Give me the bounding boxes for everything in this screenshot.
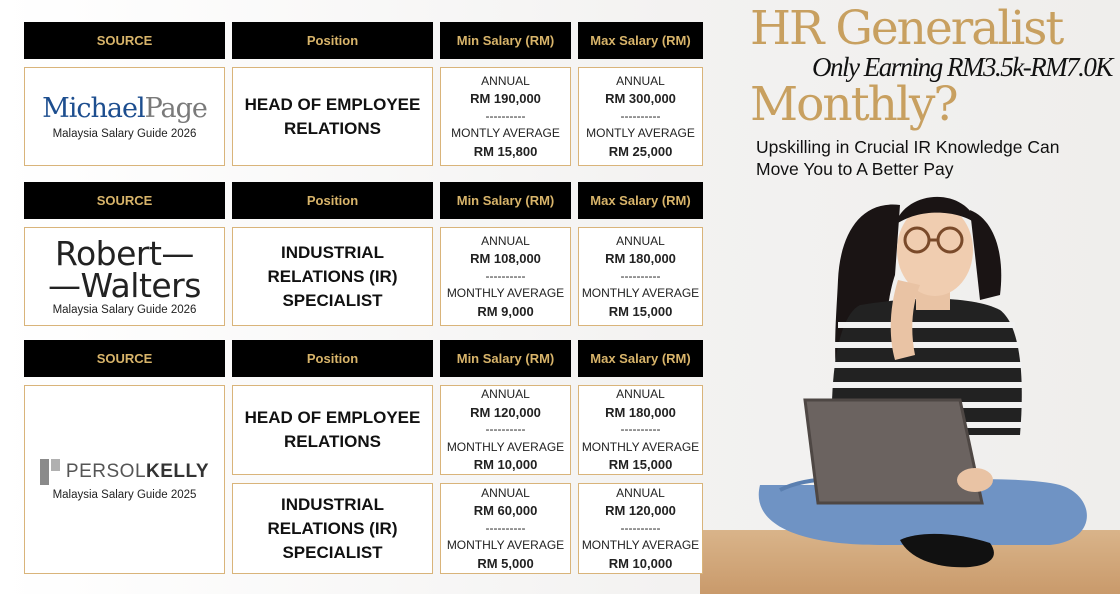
max-salary-cell: ANNUAL RM 180,000 ---------- MONTHLY AVERAGE RM 15,000 — [578, 227, 703, 326]
max-salary-cell: ANNUAL RM 120,000 ---------- MONTHLY AVERAGE RM 10,000 — [578, 483, 703, 574]
header-position: Position — [232, 22, 433, 59]
header-position: Position — [232, 182, 433, 219]
min-salary-cell: ANNUAL RM 108,000 ---------- MONTHLY AVERAGE RM 9,000 — [440, 227, 571, 326]
max-salary-cell: ANNUAL RM 180,000 ---------- MONTHLY AVERAGE RM 15,000 — [578, 385, 703, 475]
headline-monthly: Monthly? — [750, 77, 957, 132]
persolkelly-logo: PERSOL KELLY — [40, 459, 209, 485]
header-source: SOURCE — [24, 340, 225, 377]
header-min-salary: Min Salary (RM) — [440, 22, 571, 59]
source-michael-page — [24, 67, 225, 166]
salary-guide-label: Malaysia Salary Guide 2025 — [52, 488, 197, 501]
min-salary-cell: ANNUAL RM 120,000 ---------- MONTHLY AVERAGE RM 10,000 — [440, 385, 571, 475]
subheadline-earning: Only Earning RM3.5k-RM7.0K — [812, 52, 1112, 82]
robert-walters-logo: Robert— —Walters — [48, 233, 201, 305]
position-title: HEAD OF EMPLOYEE RELATIONS — [232, 67, 433, 166]
header-min-salary: Min Salary (RM) — [440, 182, 571, 219]
tagline: Upskilling in Crucial IR Knowledge Can Move You to A Better Pay — [756, 137, 1060, 179]
header-source: SOURCE — [24, 22, 225, 59]
min-salary-cell: ANNUAL RM 190,000 ---------- MONTLY AVERAGE RM 15,800 — [440, 67, 571, 166]
salary-guide-label: Malaysia Salary Guide 2026 — [52, 128, 197, 140]
source-robert-walters — [24, 227, 225, 326]
header-max-salary: Max Salary (RM) — [578, 22, 703, 59]
michael-page-logo: MichaelPage — [42, 93, 207, 124]
position-title: INDUSTRIAL RELATIONS (IR) SPECIALIST — [232, 227, 433, 326]
position-title: HEAD OF EMPLOYEE RELATIONS — [232, 385, 433, 475]
header-max-salary: Max Salary (RM) — [578, 340, 703, 377]
position-title: INDUSTRIAL RELATIONS (IR) SPECIALIST — [232, 483, 433, 574]
header-max-salary: Max Salary (RM) — [578, 182, 703, 219]
header-min-salary: Min Salary (RM) — [440, 340, 571, 377]
source-persolkelly — [24, 385, 225, 574]
persolkelly-mark-icon — [40, 459, 60, 485]
woman-with-laptop-illustration — [720, 185, 1110, 575]
headline-hr-generalist: HR Generalist — [750, 1, 1063, 56]
header-source: SOURCE — [24, 182, 225, 219]
max-salary-cell: ANNUAL RM 300,000 ---------- MONTLY AVERAGE RM 25,000 — [578, 67, 703, 166]
header-position: Position — [232, 340, 433, 377]
min-salary-cell: ANNUAL RM 60,000 ---------- MONTHLY AVERAGE RM 5,000 — [440, 483, 571, 574]
salary-guide-label: Malaysia Salary Guide 2026 — [52, 303, 197, 316]
